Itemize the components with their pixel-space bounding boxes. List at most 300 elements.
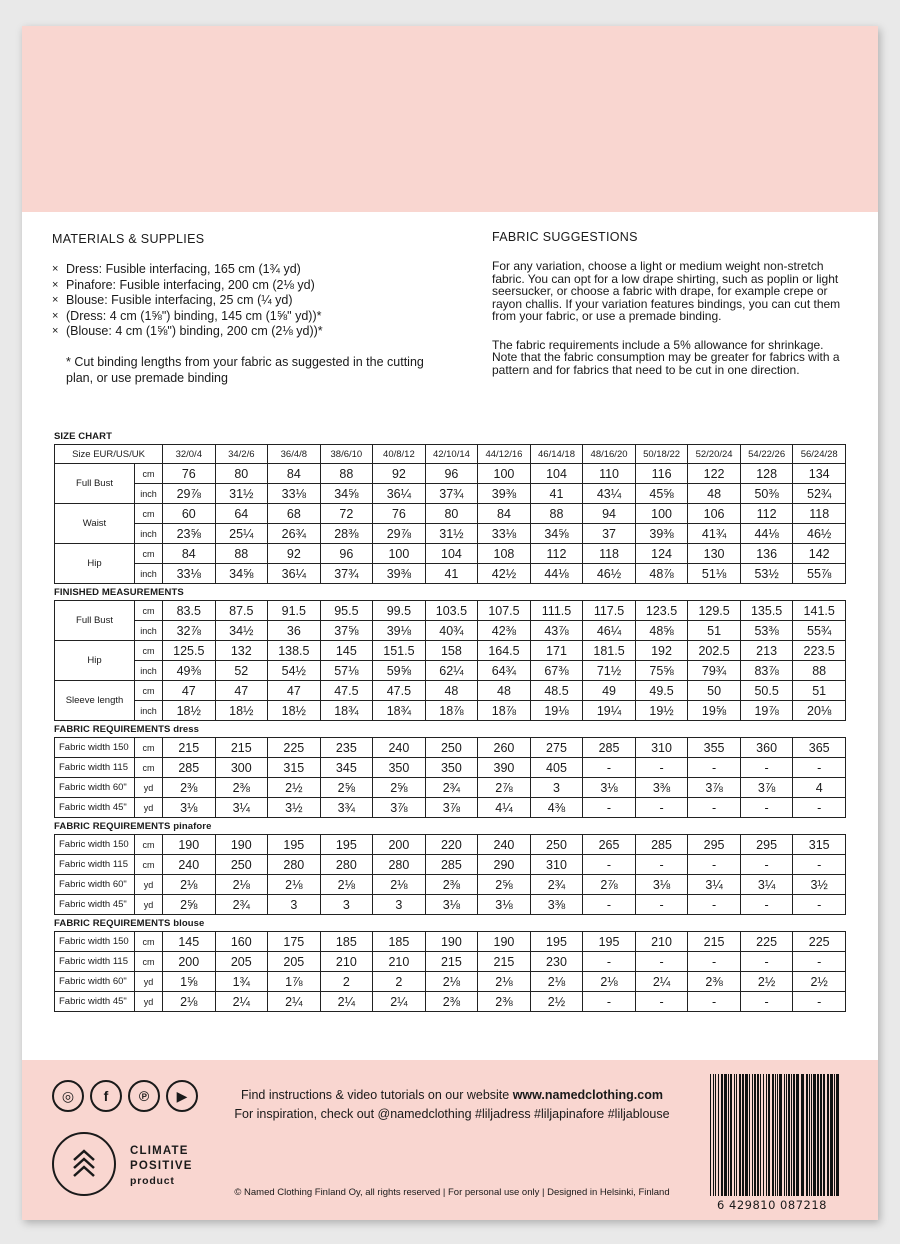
table-cell: 67⅜ (530, 661, 583, 681)
table-cell: 37¾ (425, 484, 478, 504)
table-cell: - (635, 798, 688, 818)
list-item: × (Blouse: 4 cm (1⅝") binding, 200 cm (2⅛ yd))* (52, 324, 323, 338)
table-cell: - (583, 952, 636, 972)
table-title: FABRIC REQUIREMENTS pinafore (54, 821, 212, 832)
table-row (55, 661, 846, 681)
table-row (55, 701, 846, 721)
table-cell: 36¼ (268, 564, 321, 584)
table-cell: 62¼ (425, 661, 478, 681)
table-cell: 345 (320, 758, 373, 778)
table-cell: - (688, 992, 741, 1012)
table-cell: 2⅛ (215, 875, 268, 895)
table-cell: 104 (530, 464, 583, 484)
table-cell: 42½ (478, 564, 531, 584)
table-cell: 185 (320, 932, 373, 952)
barcode-bar (760, 1074, 761, 1196)
table-cell: 80 (425, 504, 478, 524)
table-cell: 106 (688, 504, 741, 524)
barcode-bar (806, 1074, 808, 1196)
list-item: × (Dress: 4 cm (1⅝") binding, 145 cm (1⅝" yd))* (52, 308, 322, 323)
table-cell: 92 (268, 544, 321, 564)
instagram-icon[interactable]: ◎ (52, 1080, 84, 1112)
unit-cell: yd (135, 778, 163, 798)
table-cell: - (793, 895, 846, 915)
table-row (55, 544, 846, 564)
measurement-label: Sleeve length (55, 681, 135, 721)
footer-info: Find instructions & video tutorials on our website www.namedclothing.com For inspiration, check out @namedclothing #liljadress #liljapinafore #liljablouse (234, 1088, 670, 1121)
table-cell: - (740, 855, 793, 875)
table-cell: 265 (583, 835, 636, 855)
pinterest-icon[interactable]: ℗ (128, 1080, 160, 1112)
table-cell: 33⅛ (268, 484, 321, 504)
table-cell: 40¾ (425, 621, 478, 641)
table-cell: 390 (478, 758, 531, 778)
table-cell: - (583, 855, 636, 875)
fabric-width-label: Fabric width 45" (55, 798, 135, 818)
table-cell: 2½ (740, 972, 793, 992)
unit-cell: cm (135, 504, 163, 524)
table-cell: 215 (478, 952, 531, 972)
table-cell: 48 (688, 484, 741, 504)
fabric-width-label: Fabric width 150 (55, 835, 135, 855)
materials-heading: MATERIALS & SUPPLIES (52, 232, 205, 246)
table-title: FINISHED MEASUREMENTS (54, 587, 184, 598)
table-cell: 84 (163, 544, 216, 564)
table-cell: 18⅞ (425, 701, 478, 721)
table-cell: 20⅛ (793, 701, 846, 721)
table-cell: - (583, 895, 636, 915)
table-cell: 2¼ (373, 992, 426, 1012)
table-cell: 41¾ (688, 524, 741, 544)
table-cell: 3¼ (740, 875, 793, 895)
barcode-bar (801, 1074, 804, 1196)
fabric-width-label: Fabric width 45" (55, 895, 135, 915)
measurement-label: Hip (55, 544, 135, 584)
table-cell: 280 (320, 855, 373, 875)
fabric-width-label: Fabric width 150 (55, 738, 135, 758)
table-cell: 43⅞ (530, 621, 583, 641)
table-cell: - (793, 992, 846, 1012)
table-cell: 285 (163, 758, 216, 778)
table-cell: 132 (215, 641, 268, 661)
table-cell: 160 (215, 932, 268, 952)
size-header: 42/10/14 (425, 445, 478, 464)
unit-cell: inch (135, 484, 163, 504)
table-cell: 84 (478, 504, 531, 524)
table-cell: 118 (583, 544, 636, 564)
unit-cell: cm (135, 932, 163, 952)
table-cell: 230 (530, 952, 583, 972)
barcode-bar (791, 1074, 792, 1196)
table-cell: 64¾ (478, 661, 531, 681)
table-cell: - (793, 798, 846, 818)
table-cell: 2¼ (320, 992, 373, 1012)
fabric-width-label: Fabric width 60" (55, 778, 135, 798)
list-item: × Dress: Fusible interfacing, 165 cm (1¾ yd) (52, 262, 301, 276)
table-cell: 46¼ (583, 621, 636, 641)
table-cell: 39⅛ (373, 621, 426, 641)
size-header: 54/22/26 (740, 445, 793, 464)
table-cell: 2¼ (215, 992, 268, 1012)
barcode-bar (768, 1074, 770, 1196)
list-item: × Pinafore: Fusible interfacing, 200 cm (2⅛ yd) (52, 277, 315, 292)
barcode-bar (772, 1074, 774, 1196)
table-cell: 285 (425, 855, 478, 875)
table-cell: 250 (425, 738, 478, 758)
table-cell: 68 (268, 504, 321, 524)
table-cell: 300 (215, 758, 268, 778)
table-cell: 23⅝ (163, 524, 216, 544)
table-cell: 310 (530, 855, 583, 875)
table-cell: - (793, 952, 846, 972)
barcode-bar (779, 1074, 782, 1196)
table-cell: 2⅝ (373, 778, 426, 798)
table-cell: 290 (478, 855, 531, 875)
table-cell: 64 (215, 504, 268, 524)
table-cell: 49.5 (635, 681, 688, 701)
table-cell: 3½ (268, 798, 321, 818)
table-cell: 2⅛ (268, 875, 321, 895)
table-cell: 250 (530, 835, 583, 855)
table-cell: 39⅜ (478, 484, 531, 504)
facebook-icon[interactable]: f (90, 1080, 122, 1112)
table-cell: 3⅞ (373, 798, 426, 818)
measurement-label: Full Bust (55, 464, 135, 504)
table-cell: 3¾ (320, 798, 373, 818)
unit-cell: yd (135, 992, 163, 1012)
table-cell: 34⅝ (530, 524, 583, 544)
table-cell: - (688, 952, 741, 972)
table-cell: 18⅞ (478, 701, 531, 721)
table-row (55, 464, 846, 484)
table-cell: 53⅜ (740, 621, 793, 641)
table-cell: 210 (320, 952, 373, 972)
unit-cell: cm (135, 601, 163, 621)
table-cell: 51 (688, 621, 741, 641)
barcode-bar (728, 1074, 729, 1196)
table-row (55, 621, 846, 641)
table-cell: 142 (793, 544, 846, 564)
table-cell: 405 (530, 758, 583, 778)
footer (22, 1060, 878, 1220)
table-cell: 215 (163, 738, 216, 758)
bullet-x-icon: × (52, 278, 59, 291)
table-cell: 1⅞ (268, 972, 321, 992)
table-cell: 112 (740, 504, 793, 524)
table-cell: 350 (425, 758, 478, 778)
fabric-width-label: Fabric width 150 (55, 932, 135, 952)
table-cell: 240 (373, 738, 426, 758)
table-cell: 164.5 (478, 641, 531, 661)
table-cell: 92 (373, 464, 426, 484)
table-cell: 49⅜ (163, 661, 216, 681)
barcode-bar (777, 1074, 778, 1196)
table-cell: 88 (320, 464, 373, 484)
youtube-icon[interactable]: ▶ (166, 1080, 198, 1112)
table-cell: 192 (635, 641, 688, 661)
fabric-requirements-table (54, 737, 846, 818)
table-cell: - (583, 758, 636, 778)
table-cell: 2 (320, 972, 373, 992)
table-title: FABRIC REQUIREMENTS dress (54, 724, 200, 735)
table-row (55, 681, 846, 701)
climate-positive-logo (52, 1132, 116, 1196)
table-cell: 26¾ (268, 524, 321, 544)
table-cell: 29⅞ (373, 524, 426, 544)
table-cell: 2¾ (530, 875, 583, 895)
measurement-label: Hip (55, 641, 135, 681)
table-row (55, 524, 846, 544)
table-cell: 2⅜ (425, 875, 478, 895)
table-cell: 60 (163, 504, 216, 524)
unit-cell: yd (135, 895, 163, 915)
table-cell: 3½ (793, 875, 846, 895)
table-cell: 46½ (583, 564, 636, 584)
table-cell: 96 (320, 544, 373, 564)
table-cell: 2⅞ (478, 778, 531, 798)
table-row (55, 972, 846, 992)
table-cell: 19⅛ (530, 701, 583, 721)
barcode-bar (786, 1074, 787, 1196)
climate-positive-text: CLIMATE POSITIVE product (130, 1145, 193, 1187)
size-header: 32/0/4 (163, 445, 216, 464)
table-cell: 210 (373, 952, 426, 972)
table-cell: 240 (478, 835, 531, 855)
table-cell: 42⅜ (478, 621, 531, 641)
table-cell: 2⅜ (215, 778, 268, 798)
table-header-row (55, 445, 846, 464)
table-cell: 225 (793, 932, 846, 952)
fabric-heading: FABRIC SUGGESTIONS (492, 230, 638, 244)
table-cell: 4 (793, 778, 846, 798)
fabric-width-label: Fabric width 115 (55, 855, 135, 875)
size-header: 46/14/18 (530, 445, 583, 464)
table-cell: 2⅛ (163, 992, 216, 1012)
table-cell: 2½ (268, 778, 321, 798)
table-cell: 87.5 (215, 601, 268, 621)
size-header: 38/6/10 (320, 445, 373, 464)
table-cell: 95.5 (320, 601, 373, 621)
table-row (55, 992, 846, 1012)
table-cell: - (740, 992, 793, 1012)
table-cell: 88 (215, 544, 268, 564)
table-cell: - (583, 798, 636, 818)
table-cell: 100 (373, 544, 426, 564)
social-icons (52, 1080, 198, 1112)
table-cell: 19⅝ (688, 701, 741, 721)
table-cell: 215 (425, 952, 478, 972)
table-cell: - (688, 855, 741, 875)
table-cell: 34⅝ (320, 484, 373, 504)
table-cell: 48⅝ (635, 621, 688, 641)
table-cell: 171 (530, 641, 583, 661)
table-row (55, 601, 846, 621)
table-cell: 250 (215, 855, 268, 875)
table-cell: 51⅛ (688, 564, 741, 584)
bullet-x-icon: × (52, 263, 59, 275)
table-cell: 83⅞ (740, 661, 793, 681)
table-cell: 280 (268, 855, 321, 875)
barcode-bar (757, 1074, 759, 1196)
table-cell: 41 (425, 564, 478, 584)
table-cell: 46½ (793, 524, 846, 544)
table-cell: 195 (583, 932, 636, 952)
table-cell: 2⅛ (530, 972, 583, 992)
table-cell: 2⅞ (583, 875, 636, 895)
table-row (55, 855, 846, 875)
table-cell: 3¼ (688, 875, 741, 895)
table-cell: 2⅜ (688, 972, 741, 992)
table-cell: 124 (635, 544, 688, 564)
table-cell: 18½ (163, 701, 216, 721)
size-chart-table (54, 444, 846, 584)
table-cell: 116 (635, 464, 688, 484)
table-cell: 19⅞ (740, 701, 793, 721)
table-cell: 2⅛ (425, 972, 478, 992)
table-cell: - (688, 758, 741, 778)
table-cell: 47.5 (320, 681, 373, 701)
table-cell: 76 (163, 464, 216, 484)
table-cell: 3⅜ (530, 895, 583, 915)
materials-section (52, 232, 432, 386)
table-cell: 59⅝ (373, 661, 426, 681)
table-cell: 57⅛ (320, 661, 373, 681)
barcode-bar (813, 1074, 816, 1196)
size-header: 48/16/20 (583, 445, 636, 464)
table-cell: 48⅞ (635, 564, 688, 584)
table-cell: 55⅞ (793, 564, 846, 584)
pattern-page (22, 26, 878, 1220)
table-cell: - (688, 895, 741, 915)
table-cell: 200 (373, 835, 426, 855)
materials-list (52, 262, 432, 340)
size-header: 36/4/8 (268, 445, 321, 464)
fabric-width-label: Fabric width 60" (55, 875, 135, 895)
table-cell: 84 (268, 464, 321, 484)
table-cell: 18¾ (320, 701, 373, 721)
table-cell: 36 (268, 621, 321, 641)
table-cell: - (635, 952, 688, 972)
barcode-bar (830, 1074, 833, 1196)
table-cell: 210 (635, 932, 688, 952)
copyright: © Named Clothing Finland Oy, all rights reserved | For personal use only | Designed in Helsinki, Finland (234, 1187, 670, 1198)
table-cell: 29⅞ (163, 484, 216, 504)
table-cell: 2⅛ (320, 875, 373, 895)
table-cell: 52 (215, 661, 268, 681)
table-cell: 18¾ (373, 701, 426, 721)
table-cell: 3 (373, 895, 426, 915)
table-cell: 2½ (793, 972, 846, 992)
table-cell: 45⅝ (635, 484, 688, 504)
table-cell: 39⅜ (373, 564, 426, 584)
table-row (55, 895, 846, 915)
table-cell: 47 (163, 681, 216, 701)
table-cell: 205 (268, 952, 321, 972)
bullet-x-icon: × (52, 294, 59, 306)
table-cell: 75⅝ (635, 661, 688, 681)
table-cell: 28⅜ (320, 524, 373, 544)
barcode-bar (827, 1074, 829, 1196)
table-cell: - (688, 798, 741, 818)
table-row (55, 484, 846, 504)
fabric-requirements-table (54, 931, 846, 1012)
table-cell: 355 (688, 738, 741, 758)
table-cell: 4¼ (478, 798, 531, 818)
table-cell: 48.5 (530, 681, 583, 701)
fabric-paragraph: The fabric requirements include a 5% allowance for shrinkage. Note that the fabric consumption may be greater for fabrics with a pattern and for fabrics that need to be cut in one direction. (492, 337, 840, 377)
table-cell: 110 (583, 464, 636, 484)
table-cell: 55¾ (793, 621, 846, 641)
table-cell: 195 (268, 835, 321, 855)
table-cell: 123.5 (635, 601, 688, 621)
table-cell: 39⅜ (635, 524, 688, 544)
table-cell: 100 (635, 504, 688, 524)
table-cell: 315 (793, 835, 846, 855)
fabric-width-label: Fabric width 115 (55, 758, 135, 778)
table-cell: 136 (740, 544, 793, 564)
barcode-bar (736, 1074, 737, 1196)
table-cell: 108 (478, 544, 531, 564)
size-header: 52/20/24 (688, 445, 741, 464)
table-cell: 99.5 (373, 601, 426, 621)
table-cell: 32⅞ (163, 621, 216, 641)
barcode-bar (745, 1074, 748, 1196)
table-cell: 118 (793, 504, 846, 524)
table-cell: - (740, 952, 793, 972)
table-cell: 100 (478, 464, 531, 484)
barcode-bar (763, 1074, 764, 1196)
table-cell: 360 (740, 738, 793, 758)
table-cell: 36¼ (373, 484, 426, 504)
table-cell: 295 (688, 835, 741, 855)
table-cell: 190 (215, 835, 268, 855)
table-cell: 2⅛ (373, 875, 426, 895)
table-cell: 202.5 (688, 641, 741, 661)
table-cell: 33⅛ (163, 564, 216, 584)
barcode-bar (796, 1074, 799, 1196)
size-header: 56/24/28 (793, 445, 846, 464)
table-cell: 2⅛ (478, 972, 531, 992)
barcode (708, 1074, 842, 1196)
table-cell: 122 (688, 464, 741, 484)
table-cell: 181.5 (583, 641, 636, 661)
table-cell: 88 (530, 504, 583, 524)
website-link[interactable]: www.namedclothing.com (512, 1088, 663, 1102)
bullet-x-icon: × (52, 325, 59, 337)
barcode-bar (730, 1074, 732, 1196)
table-cell: 235 (320, 738, 373, 758)
measurement-label: Full Bust (55, 601, 135, 641)
top-color-band (22, 26, 878, 212)
barcode-bar (721, 1074, 723, 1196)
table-cell: 50 (688, 681, 741, 701)
barcode-bar (752, 1074, 753, 1196)
table-cell: 223.5 (793, 641, 846, 661)
table-cell: 37⅝ (320, 621, 373, 641)
unit-cell: yd (135, 972, 163, 992)
table-cell: 33⅛ (478, 524, 531, 544)
table-cell: 44⅛ (740, 524, 793, 544)
table-cell: 2 (373, 972, 426, 992)
table-row (55, 798, 846, 818)
table-cell: 1⅝ (163, 972, 216, 992)
table-cell: 190 (478, 932, 531, 952)
unit-cell: cm (135, 641, 163, 661)
unit-cell: cm (135, 544, 163, 564)
barcode-bar (817, 1074, 819, 1196)
table-cell: 2⅜ (478, 992, 531, 1012)
table-cell: 71½ (583, 661, 636, 681)
